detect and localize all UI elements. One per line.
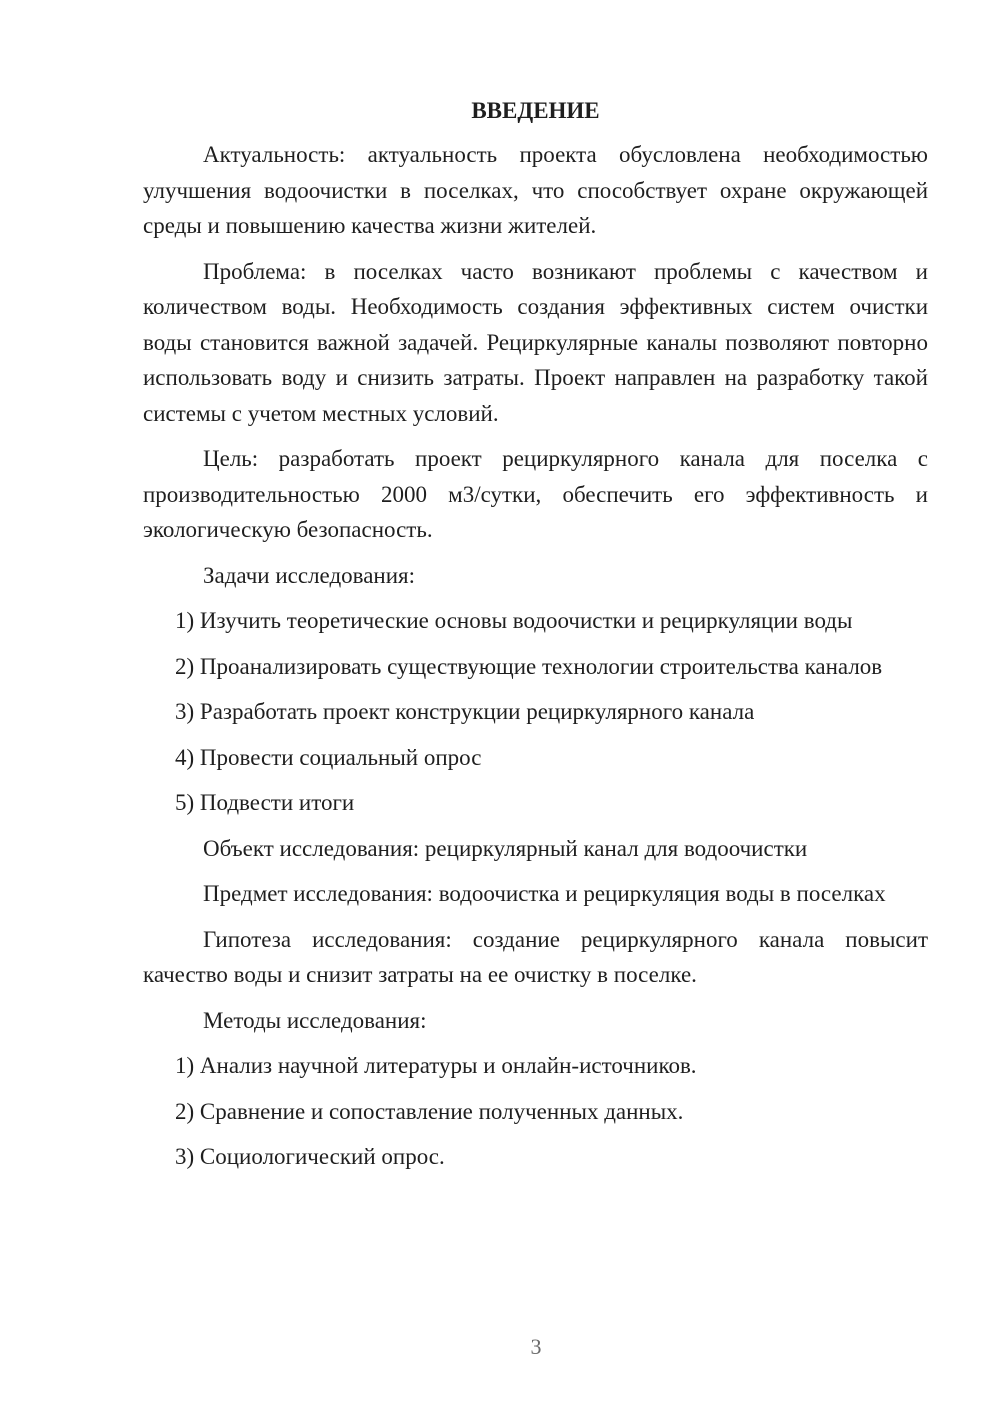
subject-paragraph: Предмет исследования: водоочистка и рециркуляция воды в поселках (203, 881, 886, 906)
tasks-heading: Задачи исследования: (203, 562, 416, 588)
relevance-paragraph: Актуальность: актуальность проекта обусловлена необходимостью улучшения водоочистки в поселках, что способствует охране окружающей среды и повышению качества жизни жителей. (143, 142, 928, 238)
section-title: ВВЕДЕНИЕ (471, 98, 600, 123)
page-content (143, 96, 928, 1185)
method-item: 1) Анализ научной литературы и онлайн-источников. (175, 1053, 697, 1078)
goal-paragraph: Цель: разработать проект рециркулярного канала для поселка с производительностью 2000 м3/сутки, обеспечить его эффективность и экологическую безопасность. (143, 446, 928, 542)
object-paragraph: Объект исследования: рециркулярный канал для водоочистки (203, 835, 808, 861)
method-item: 3) Социологический опрос. (175, 1144, 445, 1169)
problem-paragraph: Проблема: в поселках часто возникают проблемы с качеством и количеством воды. Необходимость создания эффективных систем очистки воды становится важной задачей. Рециркулярные каналы позволяют повторно использовать воду и снизить затраты. Проект направлен на разработку такой системы с учетом местных условий. (143, 258, 928, 426)
task-item: 3) Разработать проект конструкции рециркулярного канала (175, 699, 755, 724)
page-number: 3 (530, 1334, 542, 1359)
methods-heading: Методы исследования: (203, 1007, 427, 1033)
task-item: 1) Изучить теоретические основы водоочистки и рециркуляции воды (175, 608, 853, 633)
method-item: 2) Сравнение и сопоставление полученных данных. (175, 1098, 684, 1124)
task-item: 4) Провести социальный опрос (175, 744, 482, 770)
task-item: 5) Подвести итоги (175, 790, 355, 815)
hypothesis-paragraph: Гипотеза исследования: создание рециркулярного канала повысит качество воды и снизит затраты на ее очистку в поселке. (143, 926, 928, 987)
task-item: 2) Проанализировать существующие технологии строительства каналов (175, 653, 883, 679)
